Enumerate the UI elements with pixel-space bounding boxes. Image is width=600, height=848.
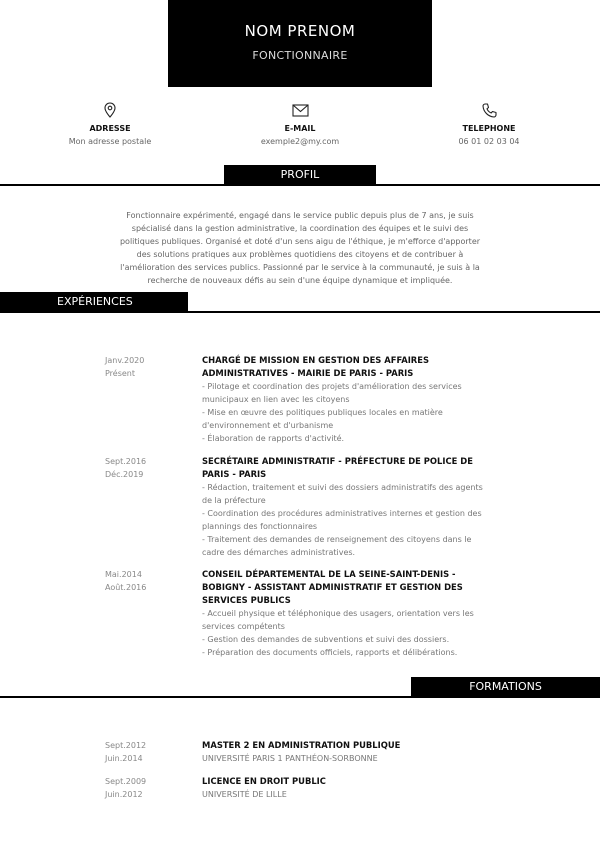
experience-bullet: plannings des fonctionnaires — [202, 522, 318, 531]
formation-body — [202, 739, 494, 765]
date-end: Août.2016 — [105, 583, 147, 592]
date-start: Sept.2009 — [105, 777, 147, 786]
experience-bullet: municipaux en lien avec les citoyens — [202, 395, 350, 404]
formation-title: LICENCE EN DROIT PUBLIC — [202, 776, 326, 786]
profil-text — [112, 209, 488, 287]
formations-divider — [0, 696, 600, 698]
experience-title: SECRÉTAIRE ADMINISTRATIF - PRÉFECTURE DE POLICE DE — [202, 456, 473, 466]
experience-title: CHARGÉ DE MISSION EN GESTION DES AFFAIRES — [202, 355, 430, 365]
experience-dates — [105, 568, 195, 594]
section-profil-heading: PROFIL — [224, 165, 376, 185]
experience-bullet: - Accueil physique et téléphonique des usagers, orientation vers les — [202, 609, 474, 618]
date-end: Déc.2019 — [105, 470, 144, 479]
experience-bullet: - Gestion des demandes de subventions et suivi des dossiers. — [202, 635, 450, 644]
experience-bullet: - Coordination des procédures administratives internes et gestion des — [202, 509, 482, 518]
profil-line: l'amélioration des services publics. Passionné par le service à la communauté, je suis à la — [120, 263, 480, 272]
section-experiences-heading: EXPÉRIENCES — [0, 292, 188, 312]
contact-phone — [419, 100, 559, 146]
phone-label: TELEPHONE — [462, 124, 516, 133]
formation-dates — [105, 775, 195, 801]
profil-line: des solutions pratiques aux problèmes quotidiens des citoyens et de contribuer à — [136, 250, 464, 259]
address-label: ADRESSE — [89, 124, 131, 133]
date-start: Sept.2016 — [105, 457, 147, 466]
experience-bullet: - Rédaction, traitement et suivi des dossiers administratifs des agents — [202, 483, 483, 492]
date-end: Juin.2014 — [105, 754, 143, 763]
date-start: Sept.2012 — [105, 741, 147, 750]
experience-body — [202, 568, 494, 659]
contact-email — [230, 100, 370, 146]
contact-address — [40, 100, 180, 146]
experience-bullet: - Mise en œuvre des politiques publiques locales en matière — [202, 408, 443, 417]
date-end: Juin.2012 — [105, 790, 143, 799]
experience-body — [202, 354, 494, 445]
formation-body — [202, 775, 494, 801]
experience-bullet: services compétents — [202, 622, 285, 631]
experience-title: BOBIGNY - ASSISTANT ADMINISTRATIF ET GESTION DES — [202, 582, 463, 592]
experience-bullet: d'environnement et d'urbanisme — [202, 421, 334, 430]
experience-bullet: - Pilotage et coordination des projets d'amélioration des services — [202, 382, 462, 391]
person-title: FONCTIONNAIRE — [252, 49, 348, 62]
date-start: Mai.2014 — [105, 570, 142, 579]
experience-title: CONSEIL DÉPARTEMENTAL DE LA SEINE-SAINT-DENIS - — [202, 569, 456, 579]
experience-title: SERVICES PUBLICS — [202, 595, 291, 605]
formation-school: UNIVERSITÉ DE LILLE — [202, 790, 287, 799]
phone-icon — [419, 100, 559, 120]
formation-school: UNIVERSITÉ PARIS 1 PANTHÉON-SORBONNE — [202, 754, 378, 763]
email-label: E-MAIL — [284, 124, 316, 133]
date-start: Janv.2020 — [105, 356, 145, 365]
person-name: NOM PRENOM — [244, 22, 356, 40]
phone-value: 06 01 02 03 04 — [458, 137, 520, 146]
experience-body — [202, 455, 494, 559]
experience-title: ADMINISTRATIVES - MAIRIE DE PARIS - PARIS — [202, 368, 414, 378]
location-pin-icon — [40, 100, 180, 120]
experience-dates — [105, 354, 195, 380]
formation-title: MASTER 2 EN ADMINISTRATION PUBLIQUE — [202, 740, 401, 750]
profil-line: recherche de nouveaux défis au sein d'une équipe dynamique et impliquée. — [147, 276, 453, 285]
experience-bullet: - Élaboration de rapports d'activité. — [202, 434, 345, 443]
experience-bullet: - Traitement des demandes de renseignement des citoyens dans le — [202, 535, 472, 544]
profil-line: Fonctionnaire expérimenté, engagé dans le service public depuis plus de 7 ans, je suis — [126, 211, 474, 220]
experience-bullet: de la préfecture — [202, 496, 266, 505]
envelope-icon — [230, 100, 370, 120]
profil-line: spécialisé dans la gestion administrative, la coordination des équipes et le suivi des — [131, 224, 469, 233]
experience-title: PARIS - PARIS — [202, 469, 267, 479]
address-value: Mon adresse postale — [68, 137, 152, 146]
formation-dates — [105, 739, 195, 765]
header-block — [168, 0, 432, 87]
section-formations-heading: FORMATIONS — [411, 677, 600, 697]
experience-bullet: - Préparation des documents officiels, rapports et délibérations. — [202, 648, 458, 657]
experiences-divider — [0, 311, 600, 313]
email-value: exemple2@my.com — [260, 137, 340, 146]
experience-dates — [105, 455, 195, 481]
profil-line: politiques publiques. Organisé et doté d'un sens aigu de l'éthique, je m'efforce d'apporter — [119, 237, 481, 246]
experience-bullet: cadre des démarches administratives. — [202, 548, 356, 557]
date-end: Présent — [105, 369, 136, 378]
